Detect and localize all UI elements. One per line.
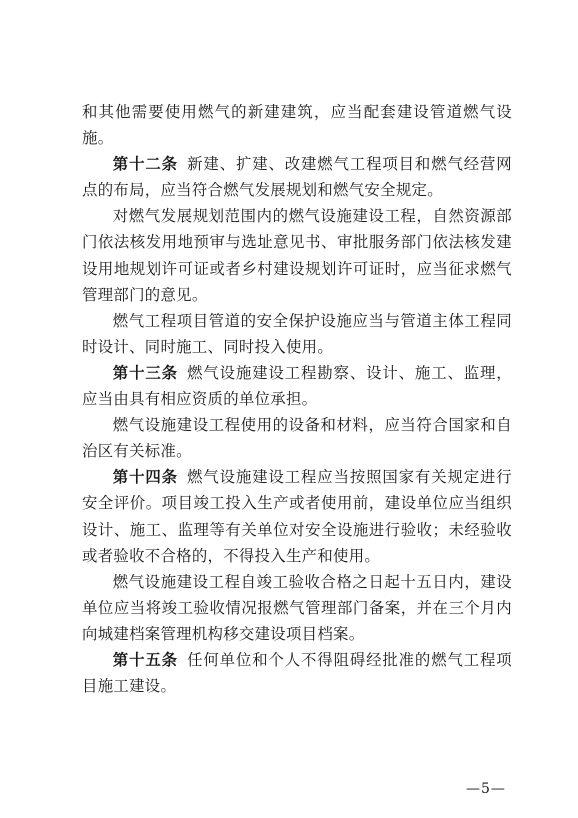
paragraph-9	[82, 647, 512, 699]
document-body	[82, 99, 512, 699]
paragraph-5-text: 燃气设施建设工程勘察、设计、施工、监理，应当由具有相应资质的单位承担。	[82, 363, 512, 409]
paragraph-6-text: 燃气设施建设工程使用的设备和材料，应当符合国家和自治区有关标准。	[82, 416, 512, 461]
paragraph-8	[82, 569, 512, 647]
paragraph-3-text: 对燃气发展规划范围内的燃气设施建设工程，自然资源部门依法核发用地预审与选址意见书、审批服务部门依法核发建设用地规划许可证或者乡村建设规划许可证时，应当征求燃气管理部门的意见。	[82, 207, 512, 304]
paragraph-8-text: 燃气设施建设工程自竣工验收合格之日起十五日内，建设单位应当将竣工验收情况报燃气管理部门备案，并在三个月内向城建档案管理机构移交建设项目档案。	[82, 572, 512, 643]
paragraph-4	[82, 308, 512, 360]
paragraph-1-text: 和其他需要使用燃气的新建建筑，应当配套建设管道燃气设施。	[82, 103, 512, 148]
paragraph-1	[82, 99, 512, 151]
paragraph-3	[82, 203, 512, 307]
article-12-heading: 第十二条	[112, 155, 178, 174]
paragraph-9-text: 任何单位和个人不得阻碍经批准的燃气工程项目施工建设。	[82, 650, 512, 696]
paragraph-6	[82, 412, 512, 464]
paragraph-4-text: 燃气工程项目管道的安全保护设施应当与管道主体工程同时设计、同时施工、同时投入使用。	[82, 311, 512, 356]
paragraph-2	[82, 151, 512, 203]
article-15-heading: 第十五条	[112, 650, 178, 669]
paragraph-7	[82, 464, 512, 568]
article-13-heading: 第十三条	[112, 363, 178, 382]
page-number: —5—	[466, 781, 506, 797]
paragraph-2-text: 新建、扩建、改建燃气工程项目和燃气经营网点的布局，应当符合燃气发展规划和燃气安全规定。	[82, 155, 512, 200]
paragraph-5	[82, 360, 512, 412]
article-14-heading: 第十四条	[112, 468, 178, 487]
paragraph-7-text: 燃气设施建设工程应当按照国家有关规定进行安全评价。项目竣工投入生产或者使用前，建设单位应当组织设计、施工、监理等有关单位对安全设施进行验收；未经验收或者验收不合格的，不得投入生产和使用。	[82, 468, 512, 565]
